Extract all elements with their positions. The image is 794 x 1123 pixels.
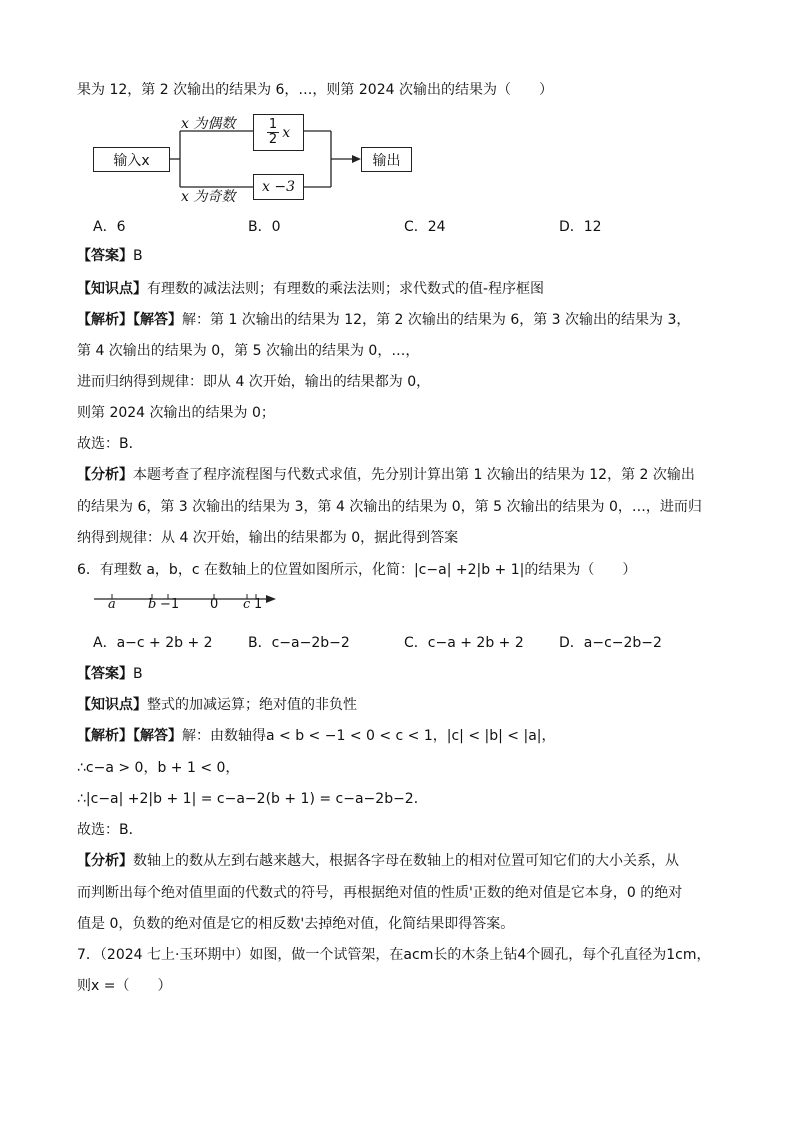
q6-answer: B (133, 666, 143, 682)
q6-knowledge-line (77, 695, 357, 715)
q5-analysis-0: 本题考查了程序流程图与代数式求值，先分别计算出第 1 次输出的结果为 12，第 2 次输出 (133, 467, 695, 483)
input-box-label: 输入x (113, 152, 150, 169)
q5-sol-tag: 【解析】【解答】 (77, 312, 182, 328)
q6-analysis-line-1 (77, 851, 679, 871)
q6-kp-tag: 【知识点】 (77, 697, 147, 713)
q6-kp: 整式的加减运算；绝对值的非负性 (147, 697, 357, 713)
q5-kp-tag: 【知识点】 (77, 281, 147, 297)
half-fraction (267, 118, 279, 147)
flowchart-connectors (0, 0, 794, 220)
axis-label-one: 1 (254, 597, 263, 612)
q5-solution-line-3: 进而归纳得到规律：即从 4 次开始，输出的结果都为 0， (77, 374, 431, 390)
axis-label-c: c (243, 597, 251, 612)
q7-stem-line-2: 则x =（ ） (77, 978, 172, 994)
half-denominator: 2 (268, 132, 278, 147)
q5-solution-line-5: 故选：B． (77, 436, 143, 452)
axis-label-neg1: −1 (160, 597, 180, 612)
axis-label-a: a (108, 597, 116, 612)
q6-solution-line-2: ∴c−a > 0，b + 1 < 0， (77, 760, 240, 776)
q5-stem: 果为 12，第 2 次输出的结果为 6，…，则第 2024 次输出的结果为（ ） (77, 82, 553, 98)
q6-solution-line-4: 故选：B． (77, 822, 143, 838)
q6-stem: 6．有理数 a，b，c 在数轴上的位置如图所示，化简：|c−a| +2|b + 1|的结果为（ ） (77, 562, 637, 578)
q5-answer: B (133, 248, 143, 264)
q6-solution-line-3: ∴|c−a| +2|b + 1| = c−a−2(b + 1) = c−a−2b−2． (77, 791, 428, 807)
q6-answer-tag: 【答案】 (77, 666, 133, 682)
half-variable: x (282, 124, 291, 141)
axis-label-zero: 0 (210, 597, 219, 612)
q6-option-b: B．c−a−2b−2 (248, 635, 350, 651)
q5-solution-line-1 (77, 310, 690, 330)
half-numerator: 1 (268, 117, 278, 132)
q6-option-c: C．c−a + 2b + 2 (404, 635, 524, 651)
q7-stem-line-1: 7．（2024 七上·玉环期中）如图，做一个试管架，在acm长的木条上钻4个圆孔，每个孔直径为1cm， (77, 947, 711, 963)
q5-answer-tag: 【答案】 (77, 248, 133, 264)
output-box (361, 147, 412, 172)
q5-option-a: A．6 (93, 219, 126, 235)
q6-analysis-tag: 【分析】 (77, 853, 133, 869)
axis-label-b: b (148, 597, 157, 612)
half-box (253, 114, 304, 151)
q6-option-d: D．a−c−2b−2 (559, 635, 662, 651)
minus3-label: x −3 (262, 179, 295, 195)
even-label: x 为偶数 (181, 116, 236, 132)
q5-analysis-line-1 (77, 465, 695, 485)
q6-answer-line (77, 664, 143, 684)
q6-analysis-0: 数轴上的数从左到右越来越大，根据各字母在数轴上的相对位置可知它们的大小关系，从 (133, 853, 679, 869)
number-line-axis (0, 590, 794, 630)
q6-sol-0: 解：由数轴得a < b < −1 < 0 < c < 1，|c| < |b| < |a|， (182, 728, 556, 744)
q5-answer-line (77, 246, 143, 266)
q6-option-a: A．a−c + 2b + 2 (93, 635, 213, 651)
q5-analysis-line-3: 纳得到规律：从 4 次开始，输出的结果都为 0，据此得到答案 (77, 530, 459, 546)
q6-sol-tag: 【解析】【解答】 (77, 728, 182, 744)
q5-solution-line-2: 第 4 次输出的结果为 0，第 5 次输出的结果为 0，…， (77, 343, 420, 359)
q5-sol-0: 解：第 1 次输出的结果为 12，第 2 次输出的结果为 6，第 3 次输出的结果为 3， (182, 312, 691, 328)
odd-label: x 为奇数 (181, 189, 236, 205)
q6-analysis-line-2: 而判断出每个绝对值里面的代数式的符号，再根据绝对值的性质'正数的绝对值是它本身，0 的绝对 (77, 885, 683, 901)
q6-analysis-line-3: 值是 0，负数的绝对值是它的相反数'去掉绝对值，化简结果即得答案。 (77, 916, 515, 932)
q6-solution-line-1 (77, 726, 556, 746)
input-box (93, 147, 170, 172)
q5-option-d: D．12 (559, 219, 602, 235)
output-box-label: 输出 (372, 152, 401, 169)
q5-knowledge-line (77, 279, 544, 299)
minus3-box (253, 174, 304, 200)
q5-option-b: B．0 (248, 219, 281, 235)
arrow-head (352, 155, 361, 163)
q5-analysis-tag: 【分析】 (77, 467, 133, 483)
q5-option-c: C．24 (404, 219, 446, 235)
q5-kp: 有理数的减法法则；有理数的乘法法则；求代数式的值-程序框图 (147, 281, 545, 297)
q5-solution-line-4: 则第 2024 次输出的结果为 0； (77, 405, 275, 421)
q5-analysis-line-2: 的结果为 6，第 3 次输出的结果为 3，第 4 次输出的结果为 0，第 5 次输出的结果为 0，…，进而归 (77, 499, 702, 515)
axis-arrow (266, 595, 276, 603)
